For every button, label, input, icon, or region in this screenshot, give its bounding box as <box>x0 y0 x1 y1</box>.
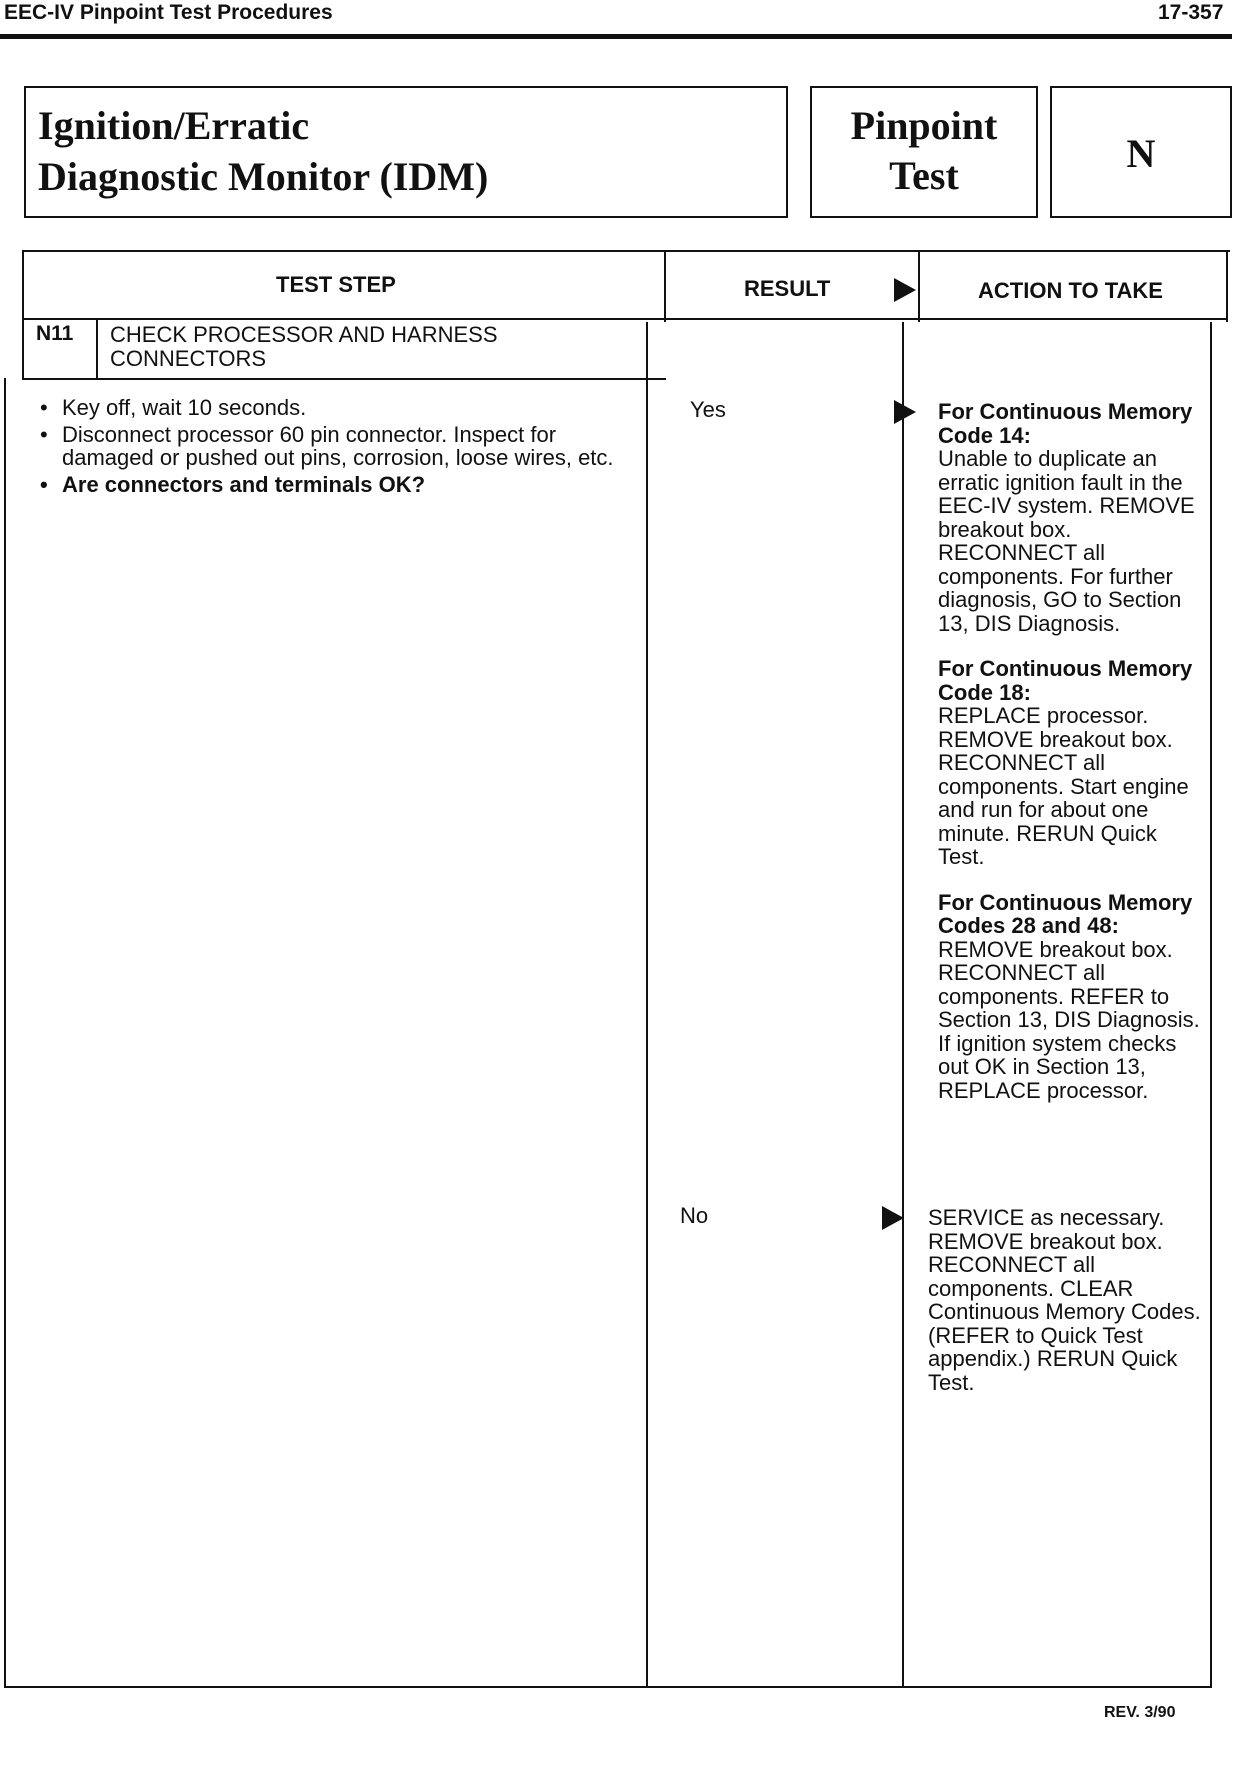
yes-arrow-icon <box>894 400 916 424</box>
page-header-title: EEC-IV Pinpoint Test Procedures <box>4 1 333 24</box>
table-bottom-border <box>4 1686 1212 1688</box>
title-line-2: Diagnostic Monitor (IDM) <box>38 154 489 199</box>
bullet-question: • Are connectors and terminals OK? <box>34 473 634 497</box>
table-right-border <box>1210 322 1212 1688</box>
action-codes-28-48 <box>938 891 1204 1103</box>
bullet-key-off: • Key off, wait 10 seconds. <box>34 396 634 420</box>
table-top-border <box>22 250 1230 252</box>
col-divider-2-top <box>918 250 920 322</box>
result-yes: Yes <box>690 397 726 422</box>
result-no: No <box>680 1203 709 1228</box>
step-id-divider <box>96 318 98 378</box>
header-rule <box>0 34 1232 39</box>
test-step-body <box>34 396 634 499</box>
col-divider-1 <box>646 322 648 1688</box>
step-row-divider <box>22 378 666 380</box>
test-label: Test <box>889 153 959 198</box>
action-codes-28-48-body: REMOVE breakout box. RECONNECT all components. REFER to Section 13, DIS Diagnosis. If ignition system checks out OK in Section 13, REPLACE processor. <box>938 936 1200 1103</box>
action-code-18 <box>938 657 1204 869</box>
test-step-list <box>34 396 634 496</box>
action-codes-28-48-heading: For Continuous Memory Codes 28 and 48: <box>938 889 1193 938</box>
table-left-border <box>4 378 6 1688</box>
no-arrow-icon <box>882 1206 904 1230</box>
action-no: SERVICE as necessary. REMOVE breakout box. RECONNECT all components. CLEAR Continuous Memory Codes. (REFER to Quick Test appendix.) RERUN Quick Test. <box>928 1205 1201 1395</box>
test-letter: N <box>1126 131 1156 176</box>
step-title-line-1: CHECK PROCESSOR AND HARNESS <box>110 322 498 347</box>
pinpoint-test-box <box>810 86 1038 218</box>
col-divider-1-top <box>664 250 666 322</box>
action-code-14-heading: For Continuous Memory Code 14: <box>938 399 1193 448</box>
revision-footer: REV. 3/90 <box>1104 1704 1176 1721</box>
test-letter-box <box>1050 86 1232 218</box>
col-header-result: RESULT <box>744 276 831 301</box>
header-row-divider <box>22 318 1228 320</box>
table-left-border-top <box>22 250 24 378</box>
title-line-1: Ignition/Erratic <box>38 103 310 148</box>
yes-actions <box>938 400 1204 1124</box>
action-code-18-heading: For Continuous Memory Code 18: <box>938 656 1193 705</box>
step-id: N11 <box>36 322 74 345</box>
pinpoint-label: Pinpoint <box>850 103 998 148</box>
title-box <box>24 86 788 218</box>
col-header-test-step: TEST STEP <box>276 272 396 297</box>
action-code-14 <box>938 400 1204 635</box>
col-header-action: ACTION TO TAKE <box>978 278 1163 303</box>
bullet-disconnect: • Disconnect processor 60 pin connector. Inspect for damaged or pushed out pins, corrosion, loose wires, etc. <box>34 423 634 470</box>
action-code-18-body: REPLACE processor. REMOVE breakout box. RECONNECT all components. Start engine and run for about one minute. RERUN Quick Test. <box>938 703 1189 869</box>
col-divider-2 <box>902 322 904 1688</box>
action-code-14-body: Unable to duplicate an erratic ignition fault in the EEC-IV system. REMOVE breakout box. RECONNECT all components. For further diagnosis, GO to Section 13, DIS Diagnosis. <box>938 446 1195 636</box>
result-arrow-icon <box>894 278 916 302</box>
table-right-border-top <box>1226 250 1228 322</box>
step-title-line-2: CONNECTORS <box>110 346 267 371</box>
page-number: 17-357 <box>1158 1 1224 24</box>
